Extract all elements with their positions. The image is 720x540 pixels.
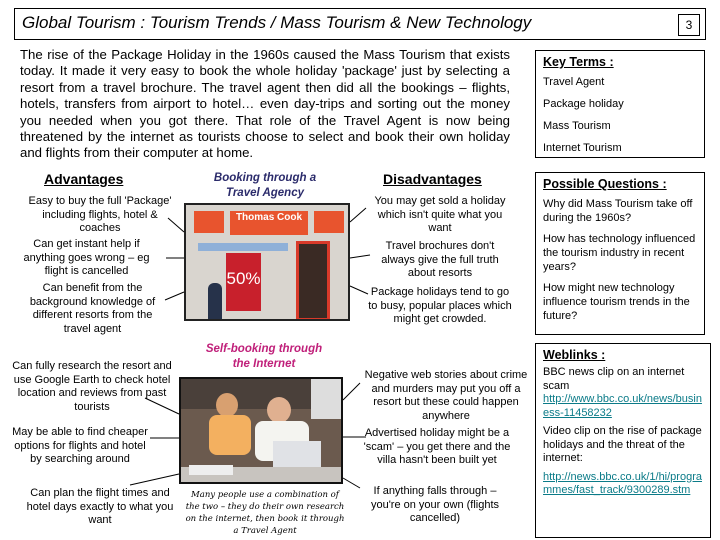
agency-disadvantage: Package holidays tend to go to busy, popular places which might get crowded.: [368, 286, 512, 325]
internet-disadvantage: If anything falls through – you're on your own (flights cancelled): [370, 485, 500, 524]
key-terms-heading: Key Terms :: [543, 55, 614, 69]
weblink[interactable]: http://news.bbc.co.uk/1/hi/programmes/fast_track/9300289.stm: [543, 470, 702, 496]
question: How has technology influenced the tourism industry in recent years?: [543, 233, 696, 273]
questions-heading: Possible Questions :: [543, 177, 667, 191]
key-term: Mass Tourism: [543, 120, 611, 132]
disadvantages-heading: Disadvantages: [383, 171, 482, 187]
internet-disadvantage: Advertised holiday might be a 'scam' – you get there and the villa hasn't been built yet: [363, 427, 511, 466]
key-term: Internet Tourism: [543, 142, 622, 154]
agency-caption: Booking through a Travel Agency: [213, 172, 317, 199]
internet-disadvantage: Negative web stories about crime and murders may put you off a resort but these could happen anywhere: [364, 369, 528, 422]
weblink[interactable]: http://www.bbc.co.uk/news/business-11458232: [543, 393, 702, 419]
key-term: Travel Agent: [543, 76, 605, 88]
agency-advantage: Easy to buy the full 'Package' including flights, hotel & coaches: [28, 195, 172, 234]
key-term: Package holiday: [543, 98, 624, 110]
internet-advantage: Can fully research the resort and use Google Earth to check hotel location and reviews from past tourists: [12, 360, 172, 413]
combination-note: Many people use a combination of the two – they do their own research on the internet, then book it through a Travel Agent: [185, 490, 345, 536]
agency-advantage: Can get instant help if anything goes wrong – eg flight is cancelled: [23, 238, 150, 277]
sale-poster: 50%: [226, 253, 261, 311]
weblink-desc: BBC news clip on an internet scam: [543, 366, 685, 392]
internet-caption: Self-booking through the Internet: [205, 343, 323, 370]
advantages-heading: Advantages: [44, 171, 124, 187]
internet-advantage: Can plan the flight times and hotel days exactly to what you want: [26, 487, 174, 526]
weblinks-heading: Weblinks :: [543, 348, 606, 362]
shop-sign: Thomas Cook: [230, 211, 308, 235]
question: Why did Mass Tourism take off during the 1960s?: [543, 198, 693, 224]
question: How might new technology influence tourism trends in the future?: [543, 282, 690, 322]
page-title: Global Tourism : Tourism Trends / Mass Tourism & New Technology: [22, 13, 532, 32]
internet-advantage: May be able to find cheaper options for flights and hotel by searching around: [12, 426, 148, 465]
agency-disadvantage: Travel brochures don't always give the full truth about resorts: [381, 240, 499, 279]
intro-paragraph: The rise of the Package Holiday in the 1960s caused the Mass Tourism that exists today. It made it very easy to book the whole holiday 'package' just by selecting a resort from a travel brochure. The travel agent then did all the bookings – flights, hotels, transfers from airport to hotel… even day-trips and sorting out the money you needed when you got there. That role of the Travel Agent is now being threatened by the internet as tourists choose to select and book their own holiday and flights from their computer at home.: [20, 47, 510, 161]
weblink-desc: Video clip on the rise of package holidays and the threat of the internet:: [543, 425, 702, 464]
page-number: 3: [678, 14, 700, 36]
agency-advantage: Can benefit from the background knowledge of different resorts from the travel agent: [29, 282, 156, 335]
agency-disadvantage: You may get sold a holiday which isn't quite what you want: [374, 195, 506, 234]
